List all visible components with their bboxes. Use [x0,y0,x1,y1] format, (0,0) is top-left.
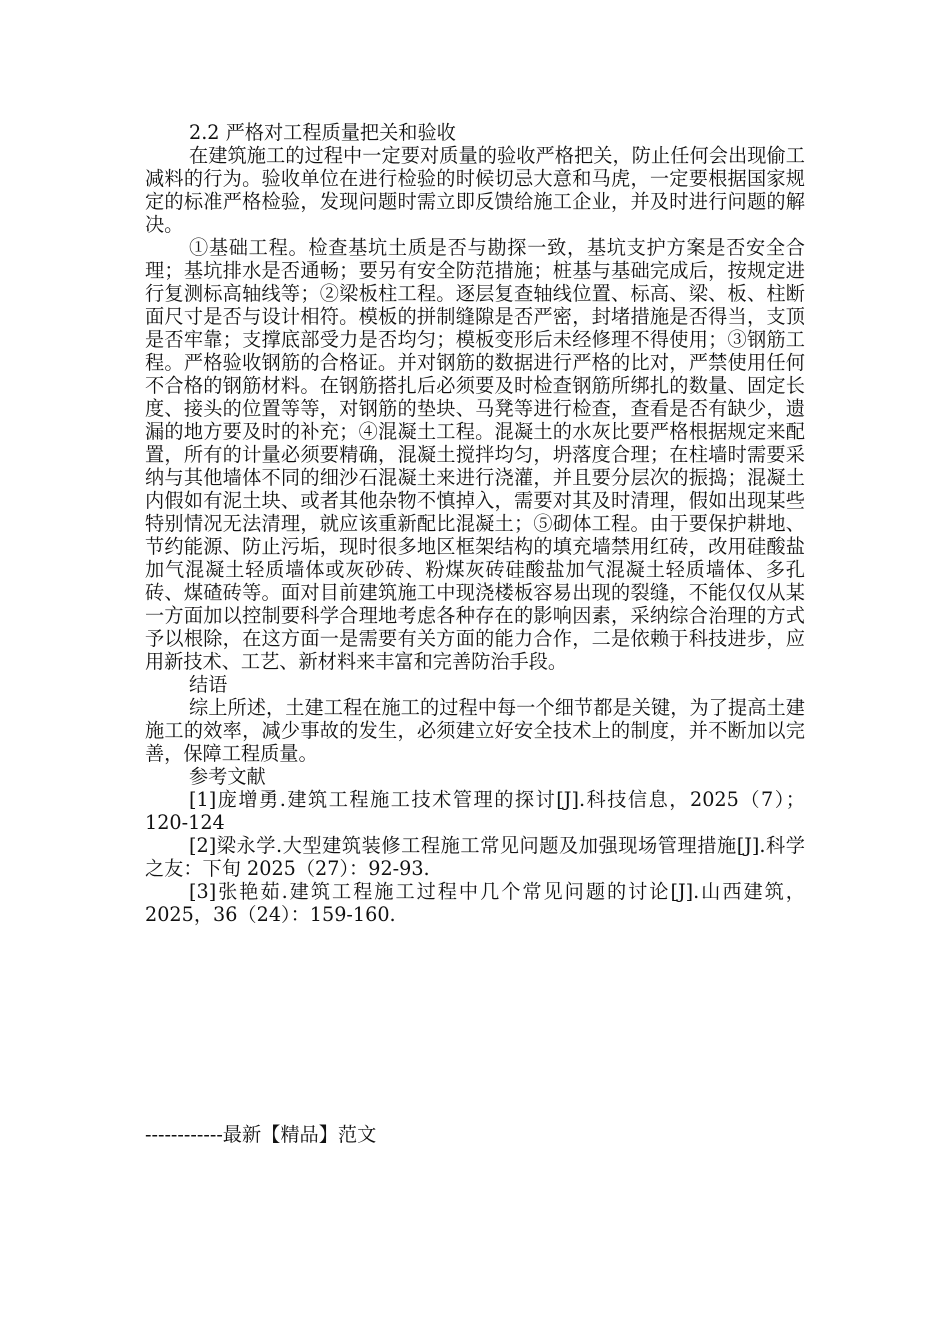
section-heading: 2.2 严格对工程质量把关和验收 [189,121,456,144]
paragraph-quality-inspection: 在建筑施工的过程中一定要对质量的验收严格把关，防止任何会出现偷工减料的行为。验收单位在进行检验的时候切忌大意和马虎，一定要根据国家规定的标准严格检验，发现问题时需立即反馈给施工企业，并及时进行问题的解决。 [145,144,805,236]
reference-item-1: [1]庞增勇.建筑工程施工技术管理的探讨[J].科技信息，2025（7）；120-124 [145,788,805,834]
conclusion-heading: 结语 [189,673,228,696]
conclusion-paragraph: 综上所述，土建工程在施工的过程中每一个细节都是关键，为了提高土建施工的效率，减少事故的发生，必须建立好安全技术上的制度，并不断加以完善，保障工程质量。 [145,696,805,765]
document-body [145,121,805,926]
footer-label: ------------最新【精品】范文 [145,1123,377,1146]
references-heading: 参考文献 [189,765,266,788]
reference-item-2: [2]梁永学.大型建筑装修工程施工常见问题及加强现场管理措施[J].科学之友：下旬 2025（27）：92-93. [145,834,805,880]
reference-item-3: [3]张艳茹.建筑工程施工过程中几个常见问题的讨论[J].山西建筑，2025，36（24）：159-160. [145,880,805,926]
paragraph-engineering-items: ①基础工程。检查基坑土质是否与勘探一致，基坑支护方案是否安全合理；基坑排水是否通畅；要另有安全防范措施；桩基与基础完成后，按规定进行复测标高轴线等；②梁板柱工程。逐层复查轴线位置、标高、梁、板、柱断面尺寸是否与设计相符。模板的拼制缝隙是否严密，封堵措施是否得当，支顶是否牢靠；支撑底部受力是否均匀；模板变形后未经修理不得使用；③钢筋工程。严格验收钢筋的合格证。并对钢筋的数据进行严格的比对，严禁使用任何不合格的钢筋材料。在钢筋搭扎后必须要及时检查钢筋所绑扎的数量、固定长度、接头的位置等等，对钢筋的垫块、马凳等进行检查，查看是否有缺少，遗漏的地方要及时的补充；④混凝土工程。混凝土的水灰比要严格根据规定来配置，所有的计量必须要精确，混凝土搅拌均匀，坍落度合理；在柱墙时需要采纳与其他墙体不同的细沙石混凝土来进行浇灌，并且要分层次的振捣；混凝土内假如有泥土块、或者其他杂物不慎掉入，需要对其及时清理，假如出现某些特别情况无法清理，就应该重新配比混凝土；⑤砌体工程。由于要保护耕地、节约能源、防止污垢，现时很多地区框架结构的填充墙禁用红砖，改用硅酸盐加气混凝土轻质墙体或灰砂砖、粉煤灰砖硅酸盐加气混凝土轻质墙体、多孔砖、煤碴砖等。面对目前建筑施工中现浇楼板容易出现的裂缝，不能仅仅从某一方面加以控制要科学合理地考虑各种存在的影响因素，采纳综合治理的方式予以根除，在这方面一是需要有关方面的能力合作，二是依赖于科技进步，应用新技术、工艺、新材料来丰富和完善防治手段。 [145,236,805,673]
